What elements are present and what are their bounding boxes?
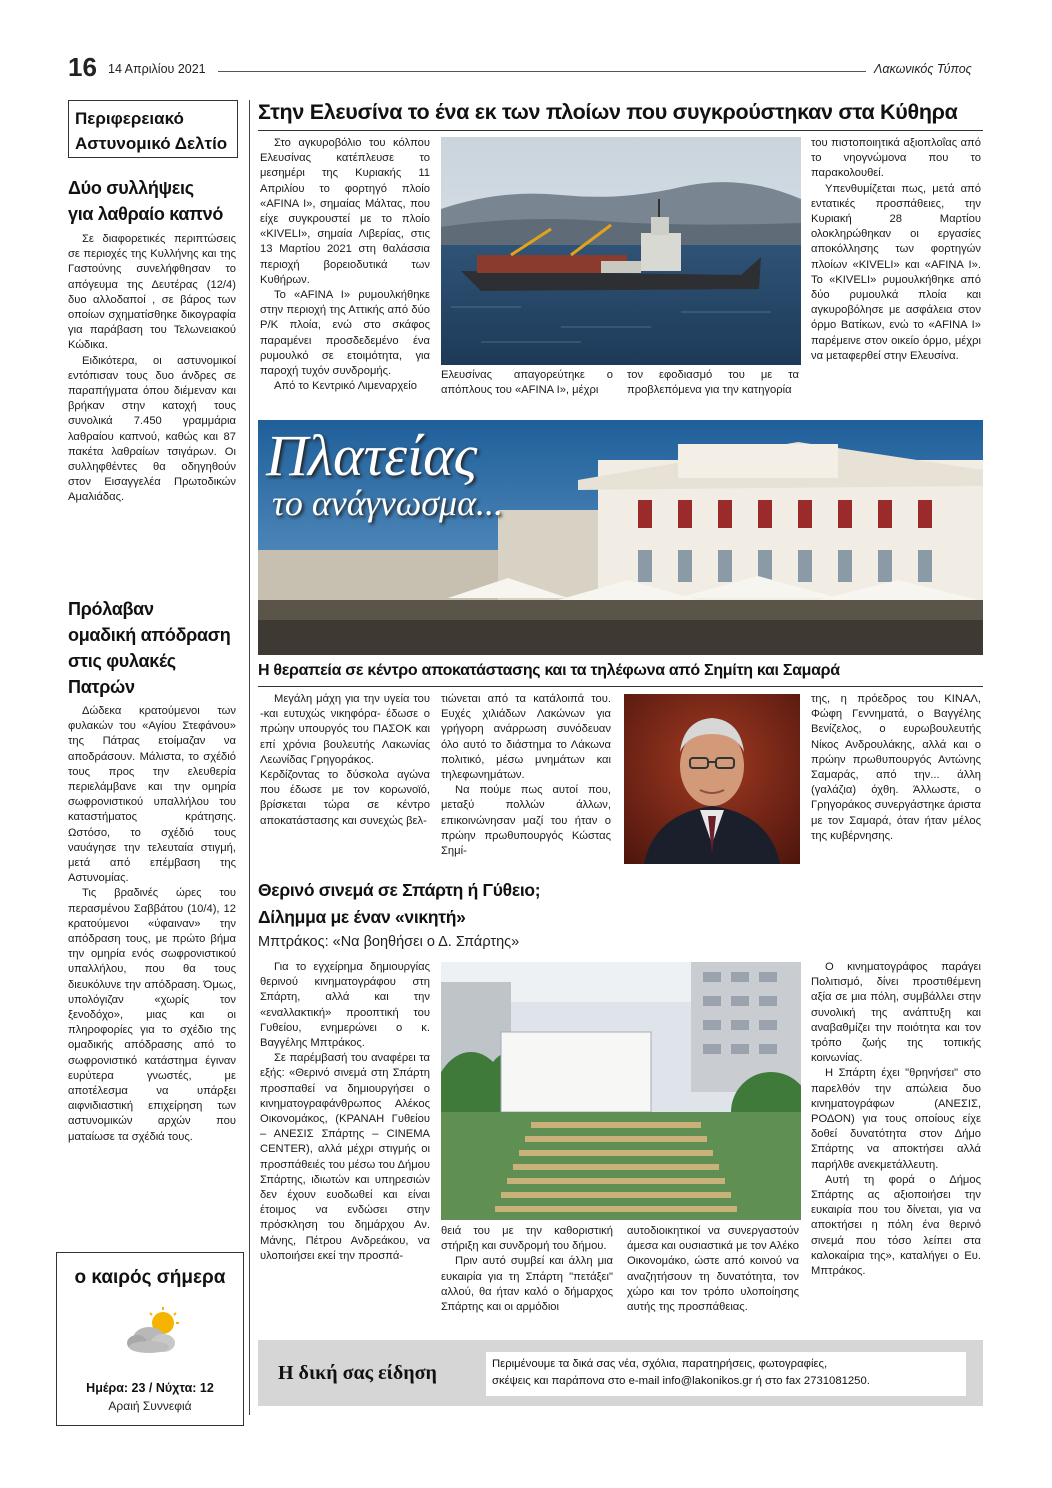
cinema-subhead: Μπτράκος: «Να βοηθήσει ο Δ. Σπάρτης» bbox=[258, 934, 520, 950]
ship-paragraph: Από το Κεντρικό Λιμεναρχείο bbox=[274, 380, 417, 393]
grigorakos-paragraph: Κερδίζοντας το δύσκολα αγώνα που έδωσε με τον κορωνοϊό, βρίσκεται τώρα σε κέντρο αποκατάστασης και συνεχώς βελ- bbox=[260, 769, 430, 827]
ship-under-photo-col2 bbox=[627, 368, 799, 398]
story2-title-line: στις φυλακές bbox=[68, 651, 176, 671]
story1-body bbox=[68, 232, 236, 506]
police-bulletin-title-line2: Αστυνομικό Δελτίο bbox=[75, 134, 228, 153]
weather-title: ο καιρός σήμερα bbox=[74, 1267, 226, 1288]
grigorakos-headline: Η θεραπεία σε κέντρο αποκατάστασης και τα τηλέφωνα από Σημίτη και Σαμαρά bbox=[258, 662, 840, 679]
grigorakos-paragraph: της, η πρόεδρος του ΚΙΝΑΛ, Φώφη Γεννηματά, ο Βαγγέλης Βενίζελος, ο ευρωβουλευτής Νίκος Ανδρουλάκης, αλλά και ο πρώην πρωθυπουργός Αντώνης Σαμαράς, από την... άλλη (γαλάζια) όχθη. Άλλωστε, ο Γρηγοράκος συνεργάστηκε άριστα με τον Σαμαρά, όταν ήταν μέλος της κυβέρνησης. bbox=[811, 693, 981, 842]
cinema-under-photo-col2 bbox=[441, 1224, 613, 1315]
your-news-text-panel bbox=[486, 1352, 966, 1396]
ship-paragraph: Το «AFINA I» ρυμουλκήθηκε στην περιοχή της Αττικής από δύο Ρ/Κ πλοία, ενώ στο σκάφος παραμένει προσδεδεμένο ένα ρυμουλκό σε ετοιμότητα, για παροχή τυχόν συνδρομής. bbox=[260, 289, 430, 378]
cinema-paragraph: Ο κινηματογράφος παράγει Πολιτισμό, δίνει προστιθέμενη αξία σε μια πόλη, συμβάλλει στην συνολική της ανάπτυξη και αναβαθμίζει την ποιότητα και τον τρόπο ζωής της τοπικής κοινωνίας. bbox=[811, 961, 981, 1065]
ship-paragraph: Στο αγκυροβόλιο του κόλπου Ελευσίνας κατέπλευσε το μεσημέρι της Κυριακής 11 Απριλίου το φορτηγό πλοίο «AFINA I», σημαίας Μάλτας, που είχε συγκρουστεί με το πλοίο «KIVELI», σημαία Λιβερίας, στις 13 Μαρτίου 2021 στη θαλάσσια περιοχή βορειοδυτικά των Κυθήρων. bbox=[260, 137, 430, 286]
cinema-col4 bbox=[811, 960, 981, 1279]
cinema-headline-line1: Θερινό σινεμά σε Σπάρτη ή Γύθειο; bbox=[258, 880, 541, 900]
issue-date: 14 Απριλίου 2021 bbox=[108, 62, 206, 76]
ship-paragraph: Ελευσίνας απαγορεύτηκε ο απόπλους του «AFINA I», μέχρι bbox=[441, 369, 613, 397]
grigorakos-col2 bbox=[441, 692, 611, 859]
sidebar-divider bbox=[249, 100, 250, 1415]
weather-temperatures: Ημέρα: 23 / Νύχτα: 12 bbox=[86, 1381, 214, 1395]
grigorakos-col4 bbox=[811, 692, 981, 844]
police-bulletin-box bbox=[68, 100, 238, 158]
your-news-line1: Περιμένουμε τα δικά σας νέα, σχόλια, παρατηρήσεις, φωτογραφίες, bbox=[492, 1358, 828, 1370]
banner-subtitle: το ανάγνωσμα... bbox=[272, 483, 503, 523]
story1-title-line1: Δύο συλλήψεις bbox=[68, 178, 194, 198]
story2-title-line: Πατρών bbox=[68, 677, 135, 697]
cinema-paragraph: Σε παρέμβασή του αναφέρει τα εξής: «Θερινό σινεμά στη Σπάρτη προσπαθεί να δημιουργήσει ο κινηματογραφάνθρωπος Αλέκος Οικονομάκος, (ΚΡΑΝΑΗ Γυθείου – ΑΝΕΣΙΣ Σπάρτης – CINEMA CENTER), αλλά μέχρι στιγμής οι προσπάθειές του μέσω του Δήμου Σπάρτης, ιδιωτών και υπηρεσιών δεν έχουν ευοδωθεί και είναι έτοιμος να ενδώσει στην πρόσκληση του δημάρχου Αν. Μάνης, Πέτρου Ανδρεάκου, να υλοποιήσει εκεί την προσπά- bbox=[260, 1052, 430, 1262]
grigorakos-col1 bbox=[260, 692, 430, 829]
cinema-paragraph: Η Σπάρτη έχει "θρηνήσει" στο παρελθόν την απώλεια δυο κινηματογράφων (ΑΝΕΣΙΣ, ΡΟΔΟΝ) για τους οποίους είχε δοθεί δυνατότητα στον Δήμο Σπάρτης να αποκτήσει αλλά παρήλθε ανεκμετάλλευτη. bbox=[811, 1067, 981, 1171]
grigorakos-paragraph: τιώνεται από τα κατάλοιπά του. Ευχές χιλιάδων Λακώνων για γρήγορη ανάρρωση συνόδευαν όλο αυτό το διάστημα το Λάκωνα πολιτικό, μέσω μνημάτων και τηλεφωνημάτων. bbox=[441, 693, 611, 782]
cinema-paragraph: θειά του με την καθοριστική στήριξη και συνδρομή του δήμου. bbox=[441, 1225, 613, 1253]
police-bulletin-title-line1: Περιφερειακό bbox=[75, 109, 184, 128]
cinema-under-photo-col3 bbox=[627, 1224, 799, 1315]
ship-col1 bbox=[260, 136, 430, 394]
grigorakos-headline-rule bbox=[258, 686, 983, 687]
story1-title-line2: για λαθραίο καπνό bbox=[68, 204, 224, 224]
cinema-paragraph: Αυτή τη φορά ο Δήμος Σπάρτης ας αξιοποιήσει την ευκαιρία που του δίνεται, για να αποκτήσει η πόλη ένα θερινό σινεμά που τόσο λείπει στα καλοκαίρια της», καταλήγει ο Ευ. Μπτράκος. bbox=[811, 1173, 981, 1278]
your-news-box bbox=[258, 1340, 983, 1406]
story2-title-line: ομαδική απόδραση bbox=[68, 625, 231, 645]
ship-headline-rule bbox=[258, 130, 983, 131]
partly-cloudy-icon bbox=[123, 1305, 183, 1357]
cinema-paragraph: Πριν αυτό συμβεί και άλλη μια ευκαιρία για τη Σπάρτη "πετάξει" αλλού, θα ήταν καλό ο δήμαρχος Σπάρτης και οι αρμόδιοι bbox=[441, 1255, 613, 1314]
ship-paragraph: Υπενθυμίζεται πως, μετά από εντατικές προσπάθειες, την Κυριακή 28 Μαρτίου ολοκληρώθηκαν οι εργασίες αποκόλλησης των φορτηγών πλοίων «KIVELI» και «AFINA I». Το «KIVELI» ρυμουλκήθηκε από δύο ρυμουλκά πλοία και αγκυροβόλησε με ασφάλεια στον όρμο Βατίκων, ενώ το «AFINA I» παρέμεινε στον οικείο όρμο, μέχρι να μεταφερθεί στην Ελευσίνα. bbox=[811, 182, 981, 362]
your-news-title: Η δική σας είδηση bbox=[278, 1362, 437, 1384]
grigorakos-paragraph: Μεγάλη μάχη για την υγεία του -και ευτυχώς νικηφόρα- έδωσε ο πρώην υπουργός του ΠΑΣΟΚ και επί χρόνια βουλευτής Λακωνίας Λεωνίδας Γρηγοράκος. bbox=[260, 693, 430, 766]
story2-title bbox=[68, 596, 243, 700]
cinema-col1 bbox=[260, 960, 430, 1264]
cinema-paragraph: Για το εγχείρημα δημιουργίας θερινού κινηματογράφου στη Σπάρτη, αλλά και την «εναλλακτική» προοπτική του Γυθείου, ενημερώνει ο κ. Βαγγέλης Μπτράκος. bbox=[260, 961, 430, 1050]
your-news-line2: σκέψεις και παράπονα στο e-mail info@lakonikos.gr ή στο fax 2731081250. bbox=[492, 1375, 870, 1387]
story2-title-line: Πρόλαβαν bbox=[68, 599, 154, 619]
ship-paragraph: του πιστοποιητικά αξιοπλοΐας από το νηογνώμονα που το παρακολουθεί. bbox=[811, 137, 981, 180]
paper-name: Λακωνικός Τύπος bbox=[874, 62, 972, 76]
grigorakos-photo bbox=[624, 694, 800, 864]
story1-paragraph: Σε διαφορετικές περιπτώσεις σε περιοχές της Κυλλήνης και της Γαστούνης συνελήφθησαν το απόγευμα της Δευτέρας (12/4) δυο αλλοδαποί , σε βάρος των οποίων σχηματίσθηκε δικογραφία για παράβαση του Τελωνειακού Κώδικα. bbox=[68, 233, 236, 352]
weather-box bbox=[56, 1252, 244, 1426]
cinema-photo bbox=[441, 962, 801, 1220]
weather-condition: Αραιή Συννεφιά bbox=[108, 1399, 192, 1413]
story1-paragraph: Ειδικότερα, οι αστυνομικοί εντόπισαν τους δυο άνδρες σε παραπήγματα όπου διέμεναν και βρήκαν στην κατοχή τους συνολικά 7.450 γραμμάρια λαθραίου καπνού, καθώς και 87 πακέτα λαθραίων τσιγάρων. Οι συλληφθέντες θα οδηγηθούν στον Εισαγγελέα Πρωτοδικών Αμαλιάδας. bbox=[68, 354, 236, 504]
cinema-headline-line2: Δίλημμα με έναν «νικητή» bbox=[258, 907, 466, 927]
ship-headline: Στην Ελευσίνα το ένα εκ των πλοίων που συγκρούστηκαν στα Κύθηρα bbox=[258, 100, 958, 124]
story2-paragraph: Δώδεκα κρατούμενοι των φυλακών του «Αγίου Στεφάνου» της Πάτρας ετοίμαζαν να αποδράσουν. Μάλιστα, το σχέδιό τους προς την ελευθερία περιελάμβανε και την ομηρία σωφρονιστικού υπαλλήλου του καταστήματος κράτησης. Ωστόσο, το σχέδιό τους ναυάγησε την τελευταία στιγμή, μετά από επέμβαση της Αστυνομίας. bbox=[68, 705, 236, 885]
ship-col4 bbox=[811, 136, 981, 364]
story2-paragraph: Τις βραδινές ώρες του περασμένου Σαββάτου (10/4), 12 κρατούμενοι «ύφαιναν» την απόδραση τους, με πρώτο βήμα την ομηρία ενός σωφρονιστικού υπαλλήλου, που θα τους διευκόλυνε την απόδραση. Όμως, υπολόγιζαν «χωρίς τον ξενοδόχο», μιας και οι πληροφορίες για το σχέδιο της ομαδικής απόδρασης από το σωφρονιστικό κατάστημα έγιναν ευρύτερα γνωστές, με αποτέλεσμα να υπάρξει αιφνιδιαστική επιχείρηση των αστυνομικών αρχών που ματαίωσε τα σχέδιά τους. bbox=[68, 887, 236, 1143]
cinema-paragraph: αυτοδιοικητικοί να συνεργαστούν άμεσα και ουσιαστικά με τον Αλέκο Οικονομάκο, ώστε από κοινού να αναζητήσουν τη δυνατότητα, τον χώρο και τον τρόπο υλοποίησης αυτής της προσπάθειας. bbox=[627, 1225, 799, 1314]
page-number: 16 bbox=[68, 52, 97, 82]
ship-paragraph: τον εφοδιασμό του με τα προβλεπόμενα για την κατηγορία bbox=[627, 369, 799, 397]
platia-banner bbox=[258, 420, 983, 655]
ship-under-photo-col1 bbox=[441, 368, 613, 398]
grigorakos-paragraph: Να πούμε πως αυτοί που, μεταξύ πολλών άλλων, επικοινώνησαν μαζί του ήταν ο πρώην πρωθυπουργός Κώστας Σημί- bbox=[441, 784, 611, 858]
story2-body bbox=[68, 704, 236, 1145]
ship-photo bbox=[441, 137, 801, 365]
header-rule bbox=[218, 71, 866, 72]
banner-title: Πλατείας bbox=[266, 423, 478, 488]
